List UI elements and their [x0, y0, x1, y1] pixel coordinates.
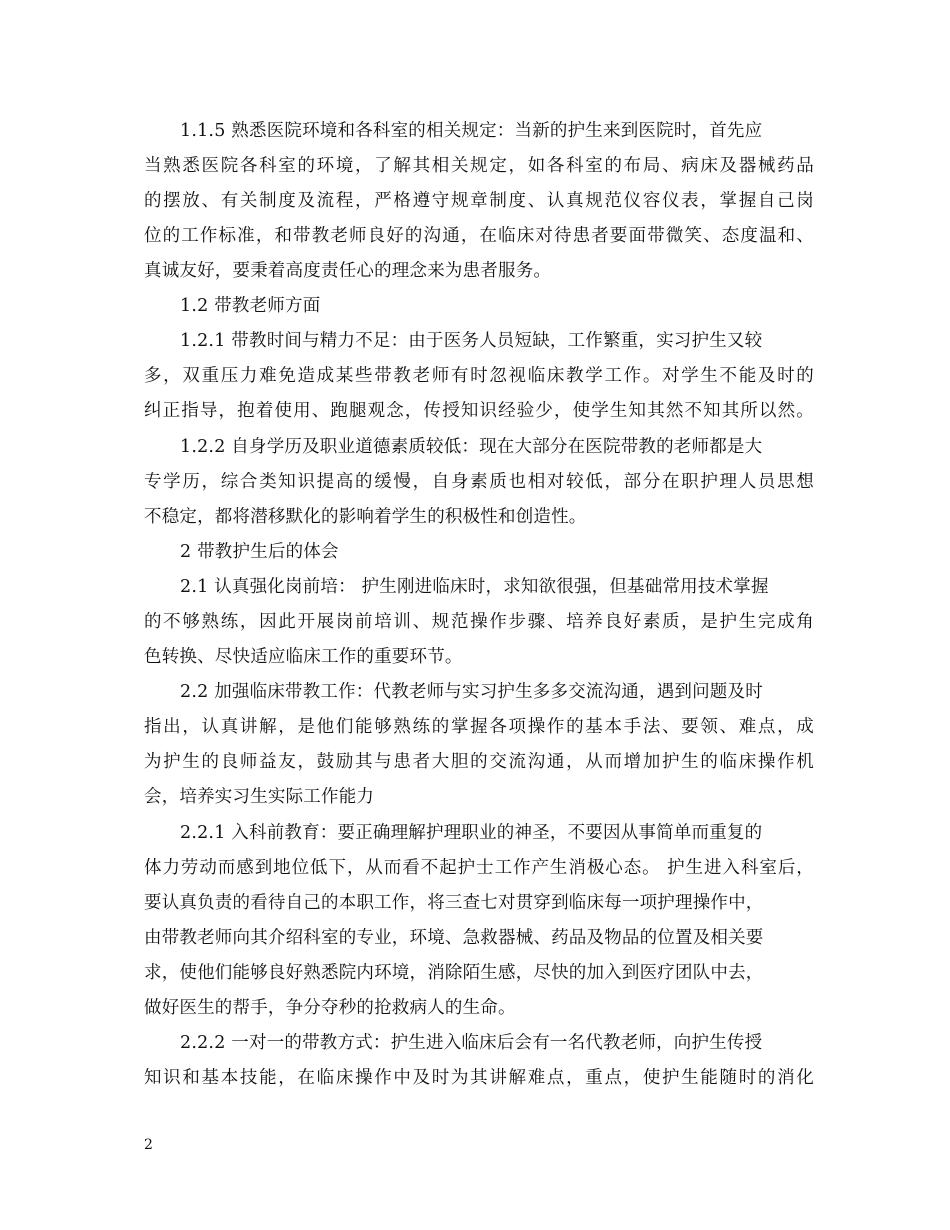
paragraph-line: 2.1 认真强化岗前培： 护生刚进临床时，求知欲很强，但基础常用技术掌握 [180, 577, 769, 597]
paragraph-line: 求，使他们能够良好熟悉院内环境，消除陌生感，尽快的加入到医疗团队中去， [144, 963, 764, 983]
paragraph-line: 真诚友好，要秉着高度责任心的理念来为患者服务。 [144, 261, 552, 281]
paragraph-line: 色转换、尽快适应临床工作的重要环节。 [144, 647, 463, 667]
paragraph-line: 由带教老师向其介绍科室的专业，环境、急救器械、药品及物品的位置及相关要 [144, 928, 764, 948]
paragraph-line: 指出，认真讲解，是他们能够熟练的掌握各项操作的基本手法、要领、难点，成 [144, 717, 814, 737]
paragraph-line: 1.2.2 自身学历及职业道德素质较低：现在大部分在医院带教的老师都是大 [180, 437, 763, 457]
paragraph-line: 不稳定，都将潜移默化的影响着学生的积极性和创造性。 [144, 507, 587, 527]
paragraph-line: 2.2.2 一对一的带教方式：护生进入临床后会有一名代教老师，向护生传授 [180, 1033, 763, 1053]
paragraph-line: 多，双重压力难免造成某些带教老师有时忽视临床教学工作。对学生不能及时的 [144, 366, 814, 386]
paragraph-line: 专学历，综合类知识提高的缓慢，自身素质也相对较低，部分在职护理人员思想 [144, 472, 814, 492]
paragraph-line: 2.2.1 入科前教育：要正确理解护理职业的神圣，不要因从事简单而重复的 [180, 823, 763, 843]
paragraph-line: 会，培养实习生实际工作能力 [144, 787, 375, 807]
section-heading: 2 带教护生后的体会 [180, 542, 339, 562]
paragraph-line: 位的工作标准，和带教老师良好的沟通，在临床对待患者要面带微笑、态度温和、 [144, 226, 814, 246]
paragraph-line: 要认真负责的看待自己的本职工作，将三查七对贯穿到临床每一项护理操作中， [144, 893, 764, 913]
paragraph-line: 做好医生的帮手，争分夺秒的抢救病人的生命。 [144, 998, 516, 1018]
paragraph-line: 体力劳动而感到地位低下，从而看不起护士工作产生消极心态。 护生进入科室后， [144, 858, 814, 878]
paragraph-line: 为护生的良师益友，鼓励其与患者大胆的交流沟通，从而增加护生的临床操作机 [144, 752, 814, 772]
paragraph-line: 1.2.1 带教时间与精力不足：由于医务人员短缺，工作繁重，实习护生又较 [180, 331, 763, 351]
paragraph-line: 当熟悉医院各科室的环境，了解其相关规定，如各科室的布局、病床及器械药品 [144, 156, 814, 176]
section-heading: 1.2 带教老师方面 [180, 296, 321, 316]
paragraph-line: 纠正指导，抱着使用、跑腿观念，传授知识经验少，使学生知其然不知其所以然。 [144, 401, 814, 421]
paragraph-line: 1.1.5 熟悉医院环境和各科室的相关规定：当新的护生来到医院时，首先应 [180, 121, 763, 141]
paragraph-line: 的摆放、有关制度及流程，严格遵守规章制度、认真规范仪容仪表，掌握自己岗 [144, 191, 814, 211]
paragraph-line: 的不够熟练，因此开展岗前培训、规范操作步骤、培养良好素质，是护生完成角 [144, 612, 814, 632]
page-number: 2 [144, 1137, 153, 1153]
paragraph-line: 2.2 加强临床带教工作：代教老师与实习护生多多交流沟通，遇到问题及时 [180, 682, 763, 702]
paragraph-line: 知识和基本技能，在临床操作中及时为其讲解难点，重点，使护生能随时的消化 [144, 1068, 814, 1088]
